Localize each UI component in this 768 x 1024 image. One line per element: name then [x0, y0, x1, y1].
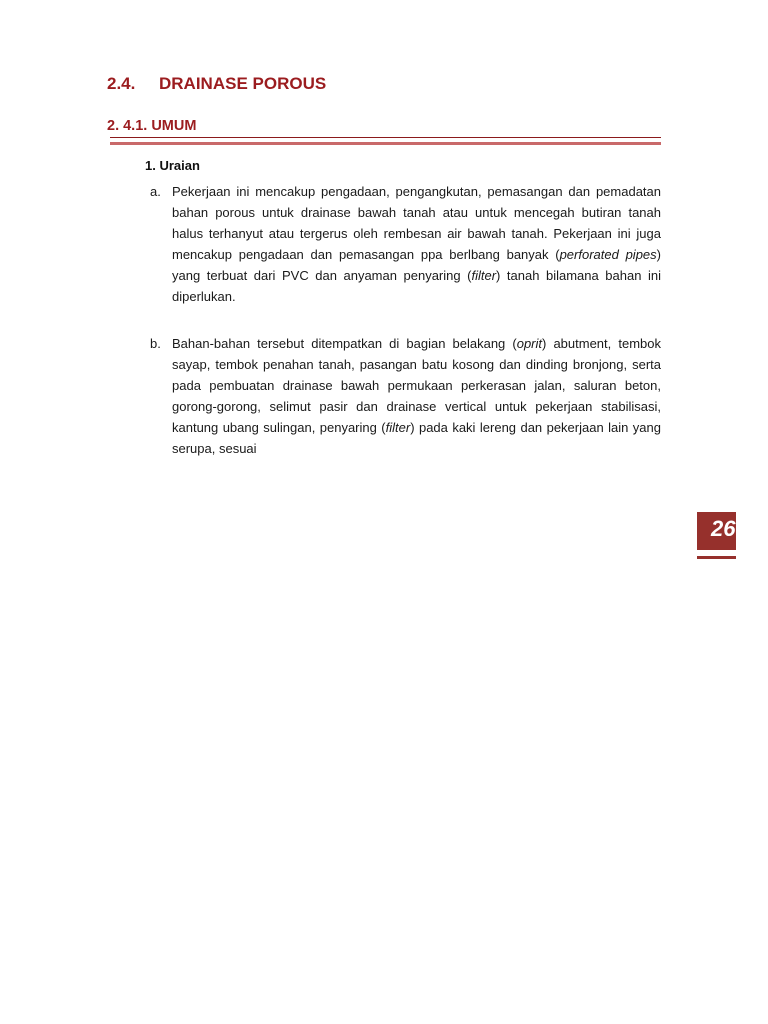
text: Pekerjaan ini mencakup pengadaan, pengangkutan, pemasangan dan pemadatan bahan porous untuk drainase bawah tanah atau untuk mencegah butiran tanah halus terhanyut atau tergerus oleh rembesan air bawah tanah. Pekerjaan ini juga mencakup pengadaan dan pemasangan ppa berlbang banyak ( — [172, 184, 661, 262]
paragraph — [172, 333, 661, 459]
list-label: b. — [150, 336, 161, 351]
subsection-heading: 2. 4.1. UMUM — [107, 118, 197, 134]
italic-term: perforated pipes — [559, 247, 657, 262]
subsection-title: 1. Uraian — [145, 158, 200, 173]
divider-thick — [110, 142, 661, 145]
paragraph — [172, 181, 661, 307]
list-item-a — [150, 181, 661, 307]
italic-term: oprit — [516, 336, 543, 351]
divider-thin — [110, 137, 661, 138]
italic-term: filter — [385, 420, 411, 435]
italic-term: filter — [471, 268, 497, 283]
text: ) pada kaki lereng dan pekerjaan lain yang serupa, sesuai — [172, 420, 661, 456]
text: Bahan-bahan tersebut ditempatkan di bagian belakang ( — [172, 336, 517, 351]
page-badge-underline — [697, 556, 736, 559]
section-number: 2.4. — [107, 74, 136, 93]
list-label: a. — [150, 184, 161, 199]
text: ) tanah bilamana bahan ini diperlukan. — [172, 268, 661, 304]
text: ) abutment, tembok sayap, tembok penahan tanah, pasangan batu kosong dan dinding bronjong, serta pada pembuatan drainase bawah permukaan perkerasan jalan, saluran beton, gorong-gorong, selimut pasir dan drainase vertical untuk pekerjaan stabilisasi, kantung ubang sulingan, penyaring ( — [172, 336, 661, 435]
section-heading — [107, 74, 326, 94]
page-number: 26 — [711, 516, 736, 541]
text: ) yang terbuat dari PVC dan anyaman penyaring ( — [172, 247, 661, 283]
section-title: DRAINASE POROUS — [159, 74, 327, 93]
list-item-b — [150, 333, 661, 459]
page-number-badge — [697, 512, 736, 550]
